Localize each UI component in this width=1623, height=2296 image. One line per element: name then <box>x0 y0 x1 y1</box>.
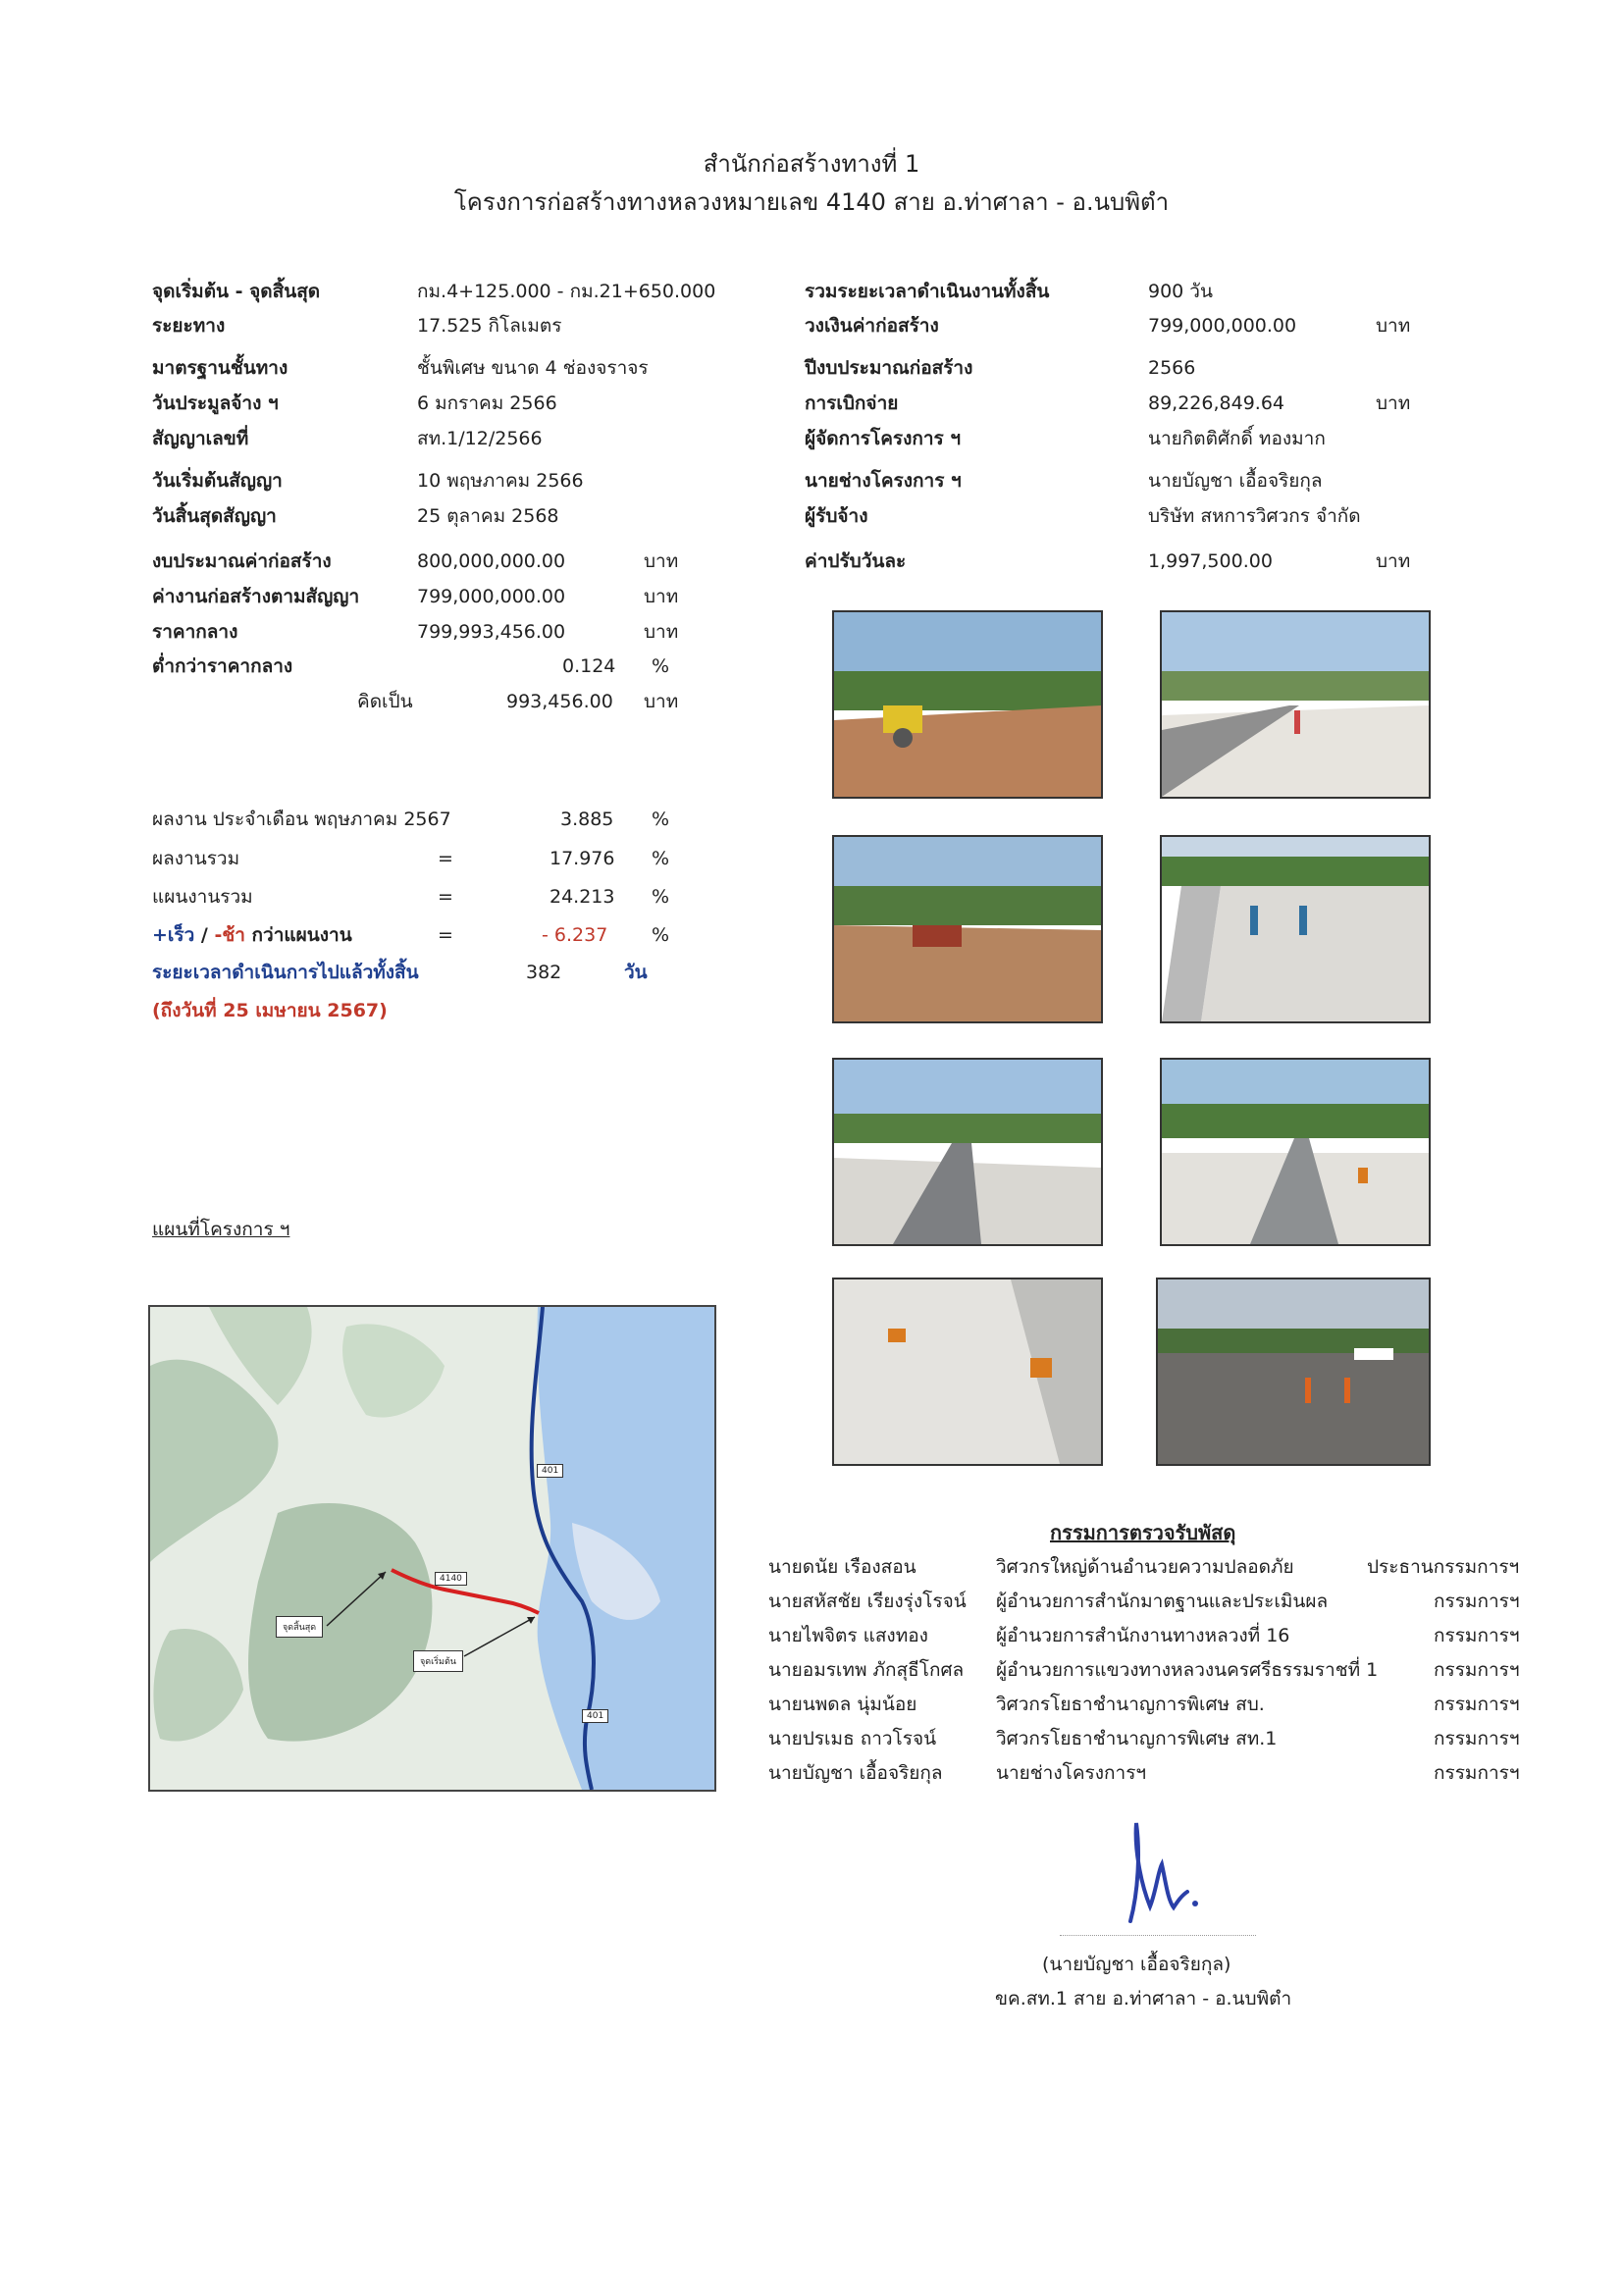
contractor-value: บริษัท สหการวิศวกร จำกัด <box>1148 505 1361 527</box>
median-price-unit: บาท <box>644 621 679 643</box>
total-plan-label: แผนงานรวม <box>152 886 253 908</box>
below-median-value: 0.124 <box>562 655 616 677</box>
road-standard-value: ชั้นพิเศษ ขนาด 4 ช่องจราจร <box>417 357 649 379</box>
total-progress-unit: % <box>652 848 670 869</box>
signature-mark <box>1079 1813 1276 1931</box>
below-median-label: ต่ำกว่าราคากลาง <box>152 655 293 677</box>
daily-fine-value: 1,997,500.00 <box>1148 550 1273 572</box>
contract-price-label: ค่างานก่อสร้างตามสัญญา <box>152 586 360 607</box>
contract-no-label: สัญญาเลขที่ <box>152 428 249 449</box>
contract-price-unit: บาท <box>644 586 679 607</box>
member-3-role: กรรมการฯ <box>1434 1625 1520 1646</box>
site-photo-7 <box>832 1278 1103 1466</box>
map-graphic <box>150 1307 714 1790</box>
ahead-behind-label <box>152 926 352 945</box>
total-duration-label: รวมระยะเวลาดำเนินงานทั้งสิ้น <box>805 281 1050 302</box>
map-route-shield: 4140 <box>435 1572 467 1586</box>
member-4-role: กรรมการฯ <box>1434 1659 1520 1681</box>
daily-fine-label: ค่าปรับวันละ <box>805 550 907 572</box>
member-6-position: วิศวกรโยธาชำนาญการพิเศษ สท.1 <box>996 1728 1278 1749</box>
office-title: สำนักก่อสร้างทางที่ 1 <box>703 150 920 178</box>
monthly-progress-value: 3.885 <box>560 809 614 830</box>
project-map <box>148 1305 716 1792</box>
member-2-name: นายสหัสชัย เรียงรุ่งโรจน์ <box>768 1591 967 1612</box>
distance-value: 17.525 กิโลเมตร <box>417 315 562 337</box>
site-photo-2 <box>1160 610 1431 799</box>
map-highway-shield-1: 401 <box>537 1464 563 1478</box>
contract-end-value: 25 ตุลาคม 2568 <box>417 505 559 527</box>
below-median-unit: % <box>652 655 670 677</box>
budget-unit: บาท <box>644 550 679 572</box>
as-of-date: (ถึงวันที่ 25 เมษายน 2567) <box>152 1000 388 1021</box>
signer-name: (นายบัญชา เอื้อจริยกุล) <box>1042 1954 1231 1975</box>
monthly-progress-unit: % <box>652 809 670 830</box>
committee-title: กรรมการตรวจรับพัสดุ <box>1050 1521 1236 1544</box>
disbursement-unit: บาท <box>1376 392 1411 414</box>
signer-position: ขค.สท.1 สาย อ.ท่าศาลา - อ.นบพิตำ <box>995 1988 1292 2009</box>
total-plan-eq: = <box>438 886 453 908</box>
elapsed-value: 382 <box>526 962 562 983</box>
member-7-position: นายช่างโครงการฯ <box>996 1762 1147 1784</box>
map-end-label: จุดสิ้นสุด <box>276 1616 323 1638</box>
disbursement-label: การเบิกจ่าย <box>805 392 899 414</box>
project-technician-value: นายบัญชา เอื้อจริยกุล <box>1148 470 1323 492</box>
elapsed-unit: วัน <box>624 962 648 983</box>
signature-line <box>1060 1935 1256 1936</box>
daily-fine-unit: บาท <box>1376 550 1411 572</box>
project-technician-label: นายช่างโครงการ ฯ <box>805 470 962 492</box>
calc-label: คิดเป็น <box>357 691 413 712</box>
project-title: โครงการก่อสร้างทางหลวงหมายเลข 4140 สาย อ.ท่าศาลา - อ.นบพิตำ <box>453 188 1170 216</box>
monthly-progress-label: ผลงาน ประจำเดือน พฤษภาคม 2567 <box>152 809 451 830</box>
total-duration-value: 900 วัน <box>1148 281 1213 302</box>
member-6-name: นายปรเมธ ถาวโรจน์ <box>768 1728 937 1749</box>
contract-start-value: 10 พฤษภาคม 2566 <box>417 470 584 492</box>
total-progress-eq: = <box>438 848 453 869</box>
site-photo-1 <box>832 610 1103 799</box>
construction-budget-value: 799,000,000.00 <box>1148 315 1297 337</box>
start-end-label: จุดเริ่มต้น - จุดสิ้นสุด <box>152 281 321 302</box>
fiscal-year-label: ปีงบประมาณก่อสร้าง <box>805 357 973 379</box>
site-photo-3 <box>832 835 1103 1023</box>
member-5-role: กรรมการฯ <box>1434 1694 1520 1715</box>
map-heading: แผนที่โครงการ ฯ <box>152 1219 290 1240</box>
member-3-position: ผู้อำนวยการสำนักงานทางหลวงที่ 16 <box>996 1625 1290 1646</box>
project-manager-value: นายกิตติศักดิ์ ทองมาก <box>1148 428 1326 449</box>
median-price-value: 799,993,456.00 <box>417 621 566 643</box>
member-2-position: ผู้อำนวยการสำนักมาตฐานและประเมินผล <box>996 1591 1329 1612</box>
start-end-value: กม.4+125.000 - กม.21+650.000 <box>417 281 716 302</box>
member-4-position: ผู้อำนวยการแขวงทางหลวงนครศรีธรรมราชที่ 1 <box>996 1659 1379 1681</box>
member-2-role: กรรมการฯ <box>1434 1591 1520 1612</box>
calc-unit: บาท <box>644 691 679 712</box>
than-plan-text: กว่าแผนงาน <box>244 924 352 946</box>
budget-value: 800,000,000.00 <box>417 550 566 572</box>
total-progress-value: 17.976 <box>550 848 615 869</box>
member-4-name: นายอมรเทพ ภักสุธีโกศล <box>768 1659 965 1681</box>
fiscal-year-value: 2566 <box>1148 357 1196 379</box>
ahead-behind-value: - 6.237 <box>542 924 608 946</box>
member-3-name: นายไพจิตร แสงทอง <box>768 1625 928 1646</box>
construction-budget-unit: บาท <box>1376 315 1411 337</box>
ahead-behind-eq: = <box>438 924 453 946</box>
contract-price-value: 799,000,000.00 <box>417 586 566 607</box>
contract-start-label: วันเริ่มต้นสัญญา <box>152 470 283 492</box>
budget-label: งบประมาณค่าก่อสร้าง <box>152 550 332 572</box>
total-plan-unit: % <box>652 886 670 908</box>
member-7-role: กรรมการฯ <box>1434 1762 1520 1784</box>
member-1-role: ประธานกรรมการฯ <box>1367 1556 1520 1578</box>
site-photo-5 <box>832 1058 1103 1246</box>
road-standard-label: มาตรฐานชั้นทาง <box>152 357 288 379</box>
distance-label: ระยะทาง <box>152 315 226 337</box>
elapsed-label: ระยะเวลาดำเนินการไปแล้วทั้งสิ้น <box>152 962 419 983</box>
total-progress-label: ผลงานรวม <box>152 848 240 869</box>
bid-date-value: 6 มกราคม 2566 <box>417 392 557 414</box>
map-highway-shield-2: 401 <box>582 1709 608 1723</box>
construction-budget-label: วงเงินค่าก่อสร้าง <box>805 315 939 337</box>
project-manager-label: ผู้จัดการโครงการ ฯ <box>805 428 962 449</box>
calc-value: 993,456.00 <box>506 691 613 712</box>
site-photo-8 <box>1156 1278 1431 1466</box>
member-5-name: นายนพดล นุ่มน้อย <box>768 1694 917 1715</box>
site-photo-6 <box>1160 1058 1431 1246</box>
member-1-position: วิศวกรใหญ่ด้านอำนวยความปลอดภัย <box>996 1556 1294 1578</box>
contractor-label: ผู้รับจ้าง <box>805 505 868 527</box>
contract-no-value: สท.1/12/2566 <box>417 428 543 449</box>
member-5-position: วิศวกรโยธาชำนาญการพิเศษ สบ. <box>996 1694 1265 1715</box>
ahead-behind-unit: % <box>652 924 670 946</box>
contract-end-label: วันสิ้นสุดสัญญา <box>152 505 277 527</box>
member-6-role: กรรมการฯ <box>1434 1728 1520 1749</box>
member-7-name: นายบัญชา เอื้อจริยกุล <box>768 1762 943 1784</box>
map-start-label: จุดเริ่มต้น <box>413 1650 463 1672</box>
total-plan-value: 24.213 <box>550 886 615 908</box>
slash-text: / <box>194 924 215 946</box>
site-photo-4 <box>1160 835 1431 1023</box>
member-1-name: นายดนัย เรืองสอน <box>768 1556 916 1578</box>
disbursement-value: 89,226,849.64 <box>1148 392 1285 414</box>
bid-date-label: วันประมูลจ้าง ฯ <box>152 392 279 414</box>
behind-text: -ช้า <box>214 924 245 946</box>
median-price-label: ราคากลาง <box>152 621 238 643</box>
ahead-text: +เร็ว <box>152 924 195 946</box>
